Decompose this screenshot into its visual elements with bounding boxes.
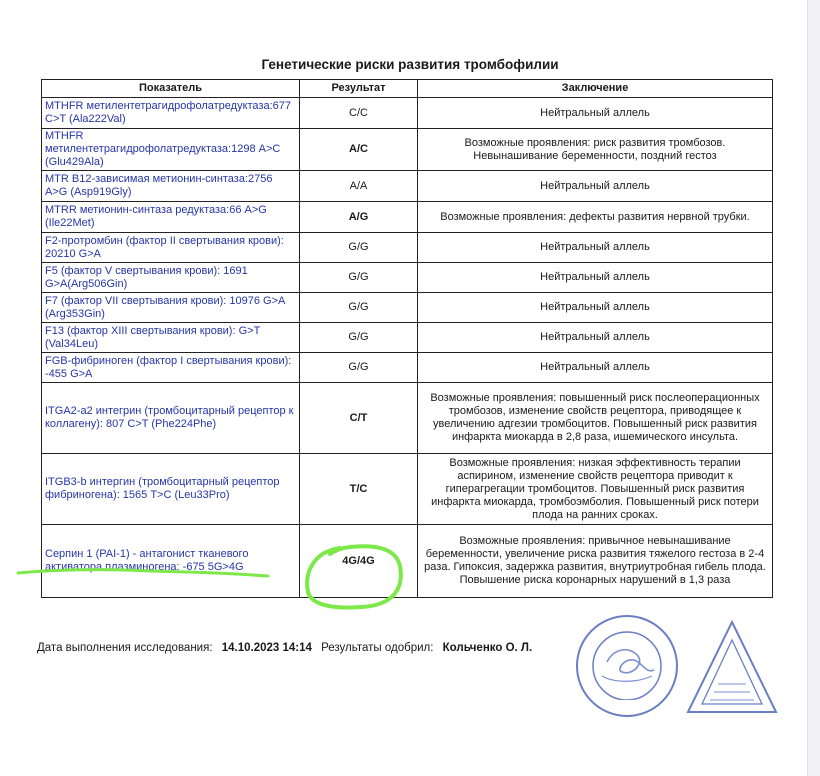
- conclusion-cell: Возможные проявления: привычное невынашивание беременности, увеличение риска развития тяжелого гестоза в 2-4 раза. Гипоксия, задержка развития, внутриутробная гибель плода. Повышение риска коронарных нарушений в 1,3 раза: [418, 525, 773, 598]
- results-table: [41, 79, 773, 598]
- result-cell: A/A: [300, 171, 418, 202]
- conclusion-cell: Нейтральный аллель: [418, 171, 773, 202]
- conclusion-cell: Нейтральный аллель: [418, 233, 773, 263]
- conclusion-cell: Возможные проявления: низкая эффективность терапии аспирином, изменение свойств рецептора приводит к гиперагрегации тромбоцитов. Повышенный риск развития инфаркта миокарда, тромбоэмболия. Повышенный риск потери плода на ранних сроках.: [418, 454, 773, 525]
- table-row: [42, 202, 773, 233]
- conclusion-cell: Нейтральный аллель: [418, 293, 773, 323]
- table-row: [42, 263, 773, 293]
- conclusion-cell: Возможные проявления: дефекты развития нервной трубки.: [418, 202, 773, 233]
- table-row: [42, 383, 773, 454]
- indicator-cell: FGB-фибриноген (фактор I свертывания крови): -455 G>A: [42, 353, 300, 383]
- conclusion-cell: Возможные проявления: повышенный риск послеоперационных тромбозов, изменение свойств рецептора, приводящее к увеличению адгезии тромбоцитов. Повышенный риск развития инфаркта миокарда в 2,8 раза, ишемического инсульта.: [418, 383, 773, 454]
- indicator-cell: F7 (фактор VII свертывания крови): 10976 G>A (Arg353Gin): [42, 293, 300, 323]
- approved-value: Кольченко О. Л.: [442, 642, 533, 654]
- table-header-row: [42, 80, 773, 98]
- indicator-cell: MTRR метионин-синтаза редуктаза:66 A>G (Ile22Met): [42, 202, 300, 233]
- header-result: Результат: [300, 80, 418, 98]
- indicator-cell: MTHFR метилентетрагидрофолатредуктаза:1298 A>C (Glu429Ala): [42, 129, 300, 171]
- table-row: [42, 454, 773, 525]
- conclusion-cell: Возможные проявления: риск развития тромбозов. Невынашивание беременности, поздний гестоз: [418, 129, 773, 171]
- result-cell: A/C: [300, 129, 418, 171]
- table-row: [42, 525, 773, 598]
- indicator-cell: F2-протромбин (фактор II свертывания крови): 20210 G>A: [42, 233, 300, 263]
- approved-label: Результаты одобрил:: [321, 642, 434, 654]
- conclusion-cell: Нейтральный аллель: [418, 263, 773, 293]
- table-row: [42, 171, 773, 202]
- indicator-cell: ITGB3-b интергин (тромбоцитарный рецептор фибриногена): 1565 T>C (Leu33Pro): [42, 454, 300, 525]
- result-cell: 4G/4G: [300, 525, 418, 598]
- result-cell: A/G: [300, 202, 418, 233]
- conclusion-cell: Нейтральный аллель: [418, 323, 773, 353]
- conclusion-cell: Нейтральный аллель: [418, 353, 773, 383]
- result-cell: G/G: [300, 293, 418, 323]
- header-conclusion: Заключение: [418, 80, 773, 98]
- date-value: 14.10.2023 14:14: [221, 642, 312, 654]
- indicator-cell: MTHFR метилентетрагидрофолатредуктаза:677 C>T (Ala222Val): [42, 98, 300, 129]
- indicator-cell: ITGA2-a2 интегрин (тромбоцитарный рецептор к коллагену): 807 C>T (Phe224Phe): [42, 383, 300, 454]
- date-label: Дата выполнения исследования:: [37, 642, 213, 654]
- result-cell: G/G: [300, 263, 418, 293]
- report-footer: [37, 642, 532, 654]
- result-cell: C/C: [300, 98, 418, 129]
- table-row: [42, 323, 773, 353]
- table-row: [42, 129, 773, 171]
- table-row: [42, 293, 773, 323]
- report-title: Генетические риски развития тромбофилии: [261, 57, 559, 72]
- result-cell: C/T: [300, 383, 418, 454]
- round-seal-icon: [572, 612, 682, 720]
- indicator-cell: F5 (фактор V свертывания крови): 1691 G>A(Arg506Gin): [42, 263, 300, 293]
- result-cell: G/G: [300, 323, 418, 353]
- indicator-cell: MTR B12-зависимая метионин-синтаза:2756 A>G (Asp919Gly): [42, 171, 300, 202]
- result-cell: G/G: [300, 353, 418, 383]
- header-indicator: Показатель: [42, 80, 300, 98]
- scrollbar-track: [807, 0, 820, 776]
- indicator-cell: Серпин 1 (PAI-1) - антагонист тканевого активатора плазминогена: -675 5G>4G: [42, 525, 300, 598]
- indicator-cell: F13 (фактор XIII свертывания крови): G>T (Val34Leu): [42, 323, 300, 353]
- result-cell: T/C: [300, 454, 418, 525]
- table-row: [42, 98, 773, 129]
- triangle-lab-stamp-icon: [684, 618, 780, 716]
- conclusion-cell: Нейтральный аллель: [418, 98, 773, 129]
- table-row: [42, 353, 773, 383]
- table-row: [42, 233, 773, 263]
- result-cell: G/G: [300, 233, 418, 263]
